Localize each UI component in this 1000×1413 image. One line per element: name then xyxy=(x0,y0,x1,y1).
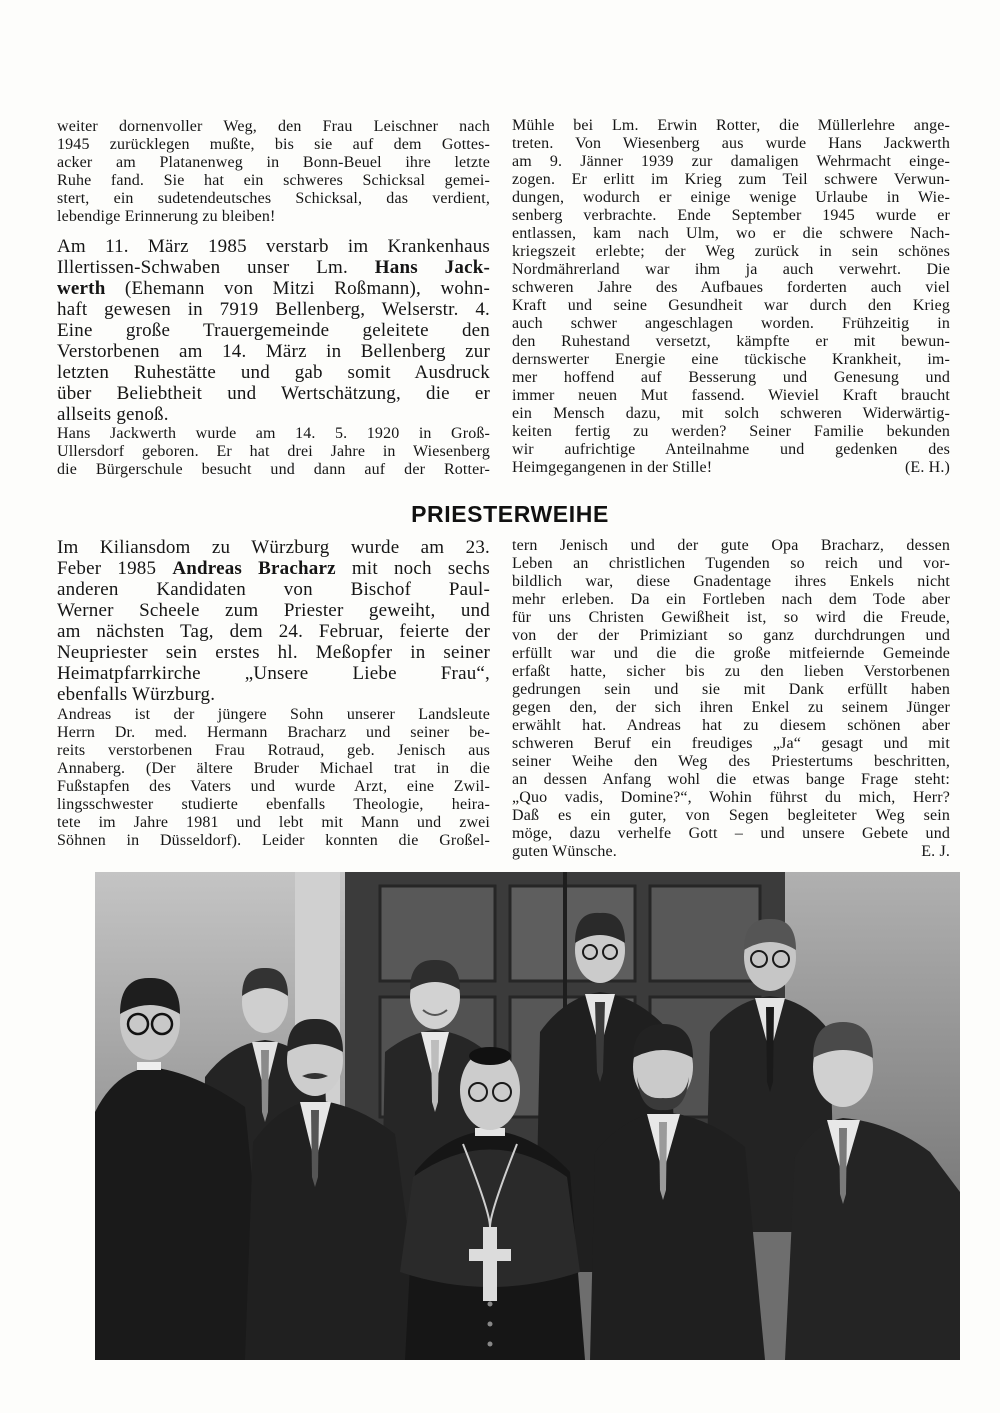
text-line xyxy=(57,362,490,383)
text-line xyxy=(512,573,950,591)
text-segment: über Beliebtheit und Wertschätzung, die er xyxy=(57,383,490,404)
text-line xyxy=(512,459,950,477)
text-line xyxy=(512,717,950,735)
text-line xyxy=(512,297,950,315)
text-segment: allseits genoß. xyxy=(57,404,169,425)
text-line xyxy=(512,537,950,555)
text-line xyxy=(512,771,950,789)
text-line xyxy=(512,243,950,261)
article-heading: PRIESTERWEIHE xyxy=(411,501,609,527)
ordination-lead-paragraph xyxy=(57,537,490,705)
text-segment: Illertissen-Schwaben unser Lm. xyxy=(57,257,375,278)
text-line xyxy=(512,135,950,153)
text-segment: lingsschwester studierte ebenfalls Theologie, heira- xyxy=(57,796,490,813)
text-line xyxy=(57,172,490,190)
text-segment: Eine große Trauergemeinde geleitete den xyxy=(57,320,490,341)
text-segment: Söhnen in Düsseldorf). Leider konnten die Großel- xyxy=(57,832,490,849)
text-segment: erfaßt hatte, sicher bis zu den lieben Verstorbenen xyxy=(512,663,950,680)
text-segment: Ruhe fand. Sie hat ein schweres Schicksal gemei- xyxy=(57,172,490,189)
text-segment: Im Kiliansdom zu Würzburg wurde am 23. xyxy=(57,537,490,558)
text-segment: mehr erleben. Da ein Fortleben nach dem Tode aber xyxy=(512,591,950,608)
text-line xyxy=(57,208,490,226)
text-segment: reits verstorbenen Frau Rotraud, geb. Jenisch aus xyxy=(57,742,490,759)
text-segment: am 9. Jänner 1939 zur damaligen Wehrmacht einge- xyxy=(512,153,950,170)
text-segment: senberg verbrachte. Ende September 1945 wurde er xyxy=(512,207,950,224)
text-line xyxy=(57,320,490,341)
text-line xyxy=(57,461,490,479)
text-segment: weiter dornenvoller Weg, den Frau Leischner nach xyxy=(57,118,490,135)
obituary-body-left-column xyxy=(57,425,490,479)
text-segment: gegen den, der sich ihren Enkel zu seinem Jünger xyxy=(512,699,950,716)
text-line xyxy=(512,207,950,225)
text-segment: Fußstapfen des Vaters und wurde Arzt, eine Zwil- xyxy=(57,778,490,795)
text-line xyxy=(512,117,950,135)
text-segment: erfüllt war und die die große mitfeiernde Gemeinde xyxy=(512,645,950,662)
obituary-body-right-column xyxy=(512,117,950,477)
text-line xyxy=(57,278,490,299)
text-segment: wir aufrichtige Anteilnahme und gedenken des xyxy=(512,441,950,458)
text-segment: zogen. Er erlitt im Krieg zum Teil schwere Verwun- xyxy=(512,171,950,188)
text-segment: möge, dazu verhelfe Gott – und unsere Gebete und xyxy=(512,825,950,842)
text-segment: bildlich war, diese Gnadentage ihres Enkels nicht xyxy=(512,573,950,590)
text-line xyxy=(57,383,490,404)
text-segment: Herrn Dr. med. Hermann Bracharz und seiner be- xyxy=(57,724,490,741)
text-line xyxy=(57,814,490,832)
text-segment: Werner Scheele zum Priester geweiht, und xyxy=(57,600,490,621)
text-line xyxy=(512,681,950,699)
text-segment: Daß es ein guter, von Segen begleiteter Weg sein xyxy=(512,807,950,824)
ordination-author-signature: E. J. xyxy=(921,843,950,860)
text-line xyxy=(57,443,490,461)
text-line xyxy=(512,843,950,861)
text-segment: dernswerter Energie eine tückische Krankheit, im- xyxy=(512,351,950,368)
text-segment: keiten fertig zu werden? Seiner Familie bekunden xyxy=(512,423,950,440)
text-line xyxy=(57,600,490,621)
bold-name: werth xyxy=(57,278,106,299)
text-segment: acker am Platanenweg in Bonn-Beuel ihre letzte xyxy=(57,154,490,171)
text-line xyxy=(512,627,950,645)
text-line xyxy=(57,537,490,558)
text-segment: an dessen Anfang wohl die etwas bange Frage steht: xyxy=(512,771,950,788)
text-line xyxy=(512,555,950,573)
text-line xyxy=(57,832,490,850)
text-line xyxy=(512,645,950,663)
obituary-lead-paragraph xyxy=(57,236,490,425)
text-line xyxy=(57,706,490,724)
text-segment: Hans Jackwerth wurde am 14. 5. 1920 in Groß- xyxy=(57,425,490,442)
text-segment: „Quo vadis, Domine?“, Wohin führst du mich, Herr? xyxy=(512,789,950,806)
text-line xyxy=(512,591,950,609)
text-segment: Heimgegangenen in der Stille! xyxy=(512,459,713,476)
text-line xyxy=(512,825,950,843)
obituary-intro-paragraph xyxy=(57,118,490,226)
text-line xyxy=(512,441,950,459)
text-line xyxy=(57,579,490,600)
text-segment: ein Mensch dazu, mit solch schweren Widerwärtig- xyxy=(512,405,950,422)
text-line xyxy=(512,225,950,243)
text-segment: für uns Christen Gewißheit ist, so wird die Freude, xyxy=(512,609,950,626)
text-line xyxy=(57,558,490,579)
text-line xyxy=(512,333,950,351)
text-segment: entlassen, kam nach Ulm, wo er die schwere Nach- xyxy=(512,225,950,242)
text-line xyxy=(512,351,950,369)
bold-name: Hans Jack- xyxy=(374,257,490,278)
text-segment: auch schwer angeschlagen worden. Frühzeitig in xyxy=(512,315,950,332)
text-segment: mer hoffend auf Besserung und Genesung und xyxy=(512,369,950,386)
text-segment: immer neuen Mut fassend. Wieviel Kraft braucht xyxy=(512,387,950,404)
text-segment: Heimatpfarrkirche „Unsere Liebe Frau“, xyxy=(57,663,490,684)
text-line xyxy=(57,118,490,136)
text-segment: Mühle bei Lm. Erwin Rotter, die Müllerlehre ange- xyxy=(512,117,950,134)
text-line xyxy=(57,257,490,278)
text-line xyxy=(512,753,950,771)
text-line xyxy=(57,341,490,362)
text-line xyxy=(57,742,490,760)
text-line xyxy=(57,663,490,684)
ordination-body-left-column xyxy=(57,706,490,850)
text-segment: Andreas ist der jüngere Sohn unserer Landsleute xyxy=(57,706,490,723)
text-line xyxy=(512,315,950,333)
text-segment: Verstorbenen am 14. März in Bellenberg zur xyxy=(57,341,490,362)
text-line xyxy=(512,369,950,387)
text-line xyxy=(57,154,490,172)
text-segment: tete im Jahre 1981 und lebt mit Mann und zwei xyxy=(57,814,490,831)
text-line xyxy=(512,171,950,189)
text-segment: von der der Primiziant so ganz durchdrungen und xyxy=(512,627,950,644)
text-segment: Annaberg. (Der ältere Bruder Michael trat in die xyxy=(57,760,490,777)
text-segment: kriegszeit erlebte; der Weg zurück in sein schönes xyxy=(512,243,950,260)
text-segment: Nordmährerland war ihm ja auch verwehrt. Die xyxy=(512,261,950,278)
group-photo-image xyxy=(95,872,960,1360)
text-line xyxy=(57,724,490,742)
text-segment: stert, ein sudetendeutsches Schicksal, das verdient, xyxy=(57,190,490,207)
text-segment: mit noch sechs xyxy=(335,558,490,579)
text-segment: seiner Weihe den Weg des Priestertums beschritten, xyxy=(512,753,950,770)
text-segment: guten Wünsche. xyxy=(512,843,617,860)
text-line xyxy=(512,423,950,441)
text-segment: erwählt hat. Andreas hat zu diesem schönen aber xyxy=(512,717,950,734)
text-segment: die Bürgerschule besucht und dann auf der Rotter- xyxy=(57,461,490,478)
bold-name: Andreas Bracharz xyxy=(172,558,336,579)
text-segment: 1945 zurücklegen mußte, bis sie auf dem Gottes- xyxy=(57,136,490,153)
text-line xyxy=(512,279,950,297)
text-line xyxy=(57,404,490,425)
text-segment: am nächsten Tag, dem 24. Februar, feierte der xyxy=(57,621,490,642)
text-line xyxy=(57,190,490,208)
text-line xyxy=(57,136,490,154)
obituary-author-signature: (E. H.) xyxy=(904,459,950,476)
text-line xyxy=(512,405,950,423)
text-segment: letzten Ruhestätte und gab somit Ausdruck xyxy=(57,362,490,383)
text-line xyxy=(512,735,950,753)
text-line xyxy=(512,189,950,207)
text-line xyxy=(57,299,490,320)
text-line xyxy=(57,796,490,814)
text-line xyxy=(512,789,950,807)
text-line xyxy=(57,760,490,778)
text-segment: (Ehemann von Mitzi Roßmann), wohn- xyxy=(105,278,490,299)
text-segment: Leben an christlichen Tugenden so reich und vor- xyxy=(512,555,950,572)
text-segment: dungen, wodurch er einige wenige Urlaube in Wie- xyxy=(512,189,950,206)
group-photo xyxy=(95,872,960,1360)
text-line xyxy=(57,621,490,642)
text-segment: anderen Kandidaten von Bischof Paul- xyxy=(57,579,490,600)
text-segment: Feber 1985 xyxy=(57,558,173,579)
text-segment: gedrungen sein und sie mit Dank erfüllt haben xyxy=(512,681,950,698)
text-segment: schweren Jahre des Aufbaues forderten auch viel xyxy=(512,279,950,296)
text-segment: Ullersdorf geboren. Er hat drei Jahre in Wiesenberg xyxy=(57,443,490,460)
text-line xyxy=(512,807,950,825)
text-line xyxy=(512,261,950,279)
text-segment: tern Jenisch und der gute Opa Bracharz, dessen xyxy=(512,537,950,554)
text-line xyxy=(512,387,950,405)
text-segment: Neupriester sein erstes hl. Meßopfer in seiner xyxy=(57,642,490,663)
text-line xyxy=(512,153,950,171)
text-line xyxy=(57,236,490,257)
ordination-body-right-column xyxy=(512,537,950,861)
text-segment: Am 11. März 1985 verstarb im Krankenhaus xyxy=(57,236,490,257)
text-line xyxy=(57,778,490,796)
text-segment: den Ruhestand versetzt, kämpfte er mit bewun- xyxy=(512,333,950,350)
text-segment: ebenfalls Würzburg. xyxy=(57,684,216,705)
text-line xyxy=(57,642,490,663)
text-segment: haft gewesen in 7919 Bellenberg, Welserstr. 4. xyxy=(57,299,490,320)
text-line xyxy=(512,609,950,627)
text-segment: Kraft und seine Gesundheit war durch den Krieg xyxy=(512,297,950,314)
text-line xyxy=(512,699,950,717)
text-line xyxy=(512,663,950,681)
text-segment: lebendige Erinnerung zu bleiben! xyxy=(57,208,276,225)
text-segment: treten. Von Wiesenberg aus wurde Hans Jackwerth xyxy=(512,135,950,152)
text-line xyxy=(57,684,490,705)
text-segment: schweren Beruf ein freudiges „Ja“ gesagt und mit xyxy=(512,735,950,752)
text-line xyxy=(57,425,490,443)
